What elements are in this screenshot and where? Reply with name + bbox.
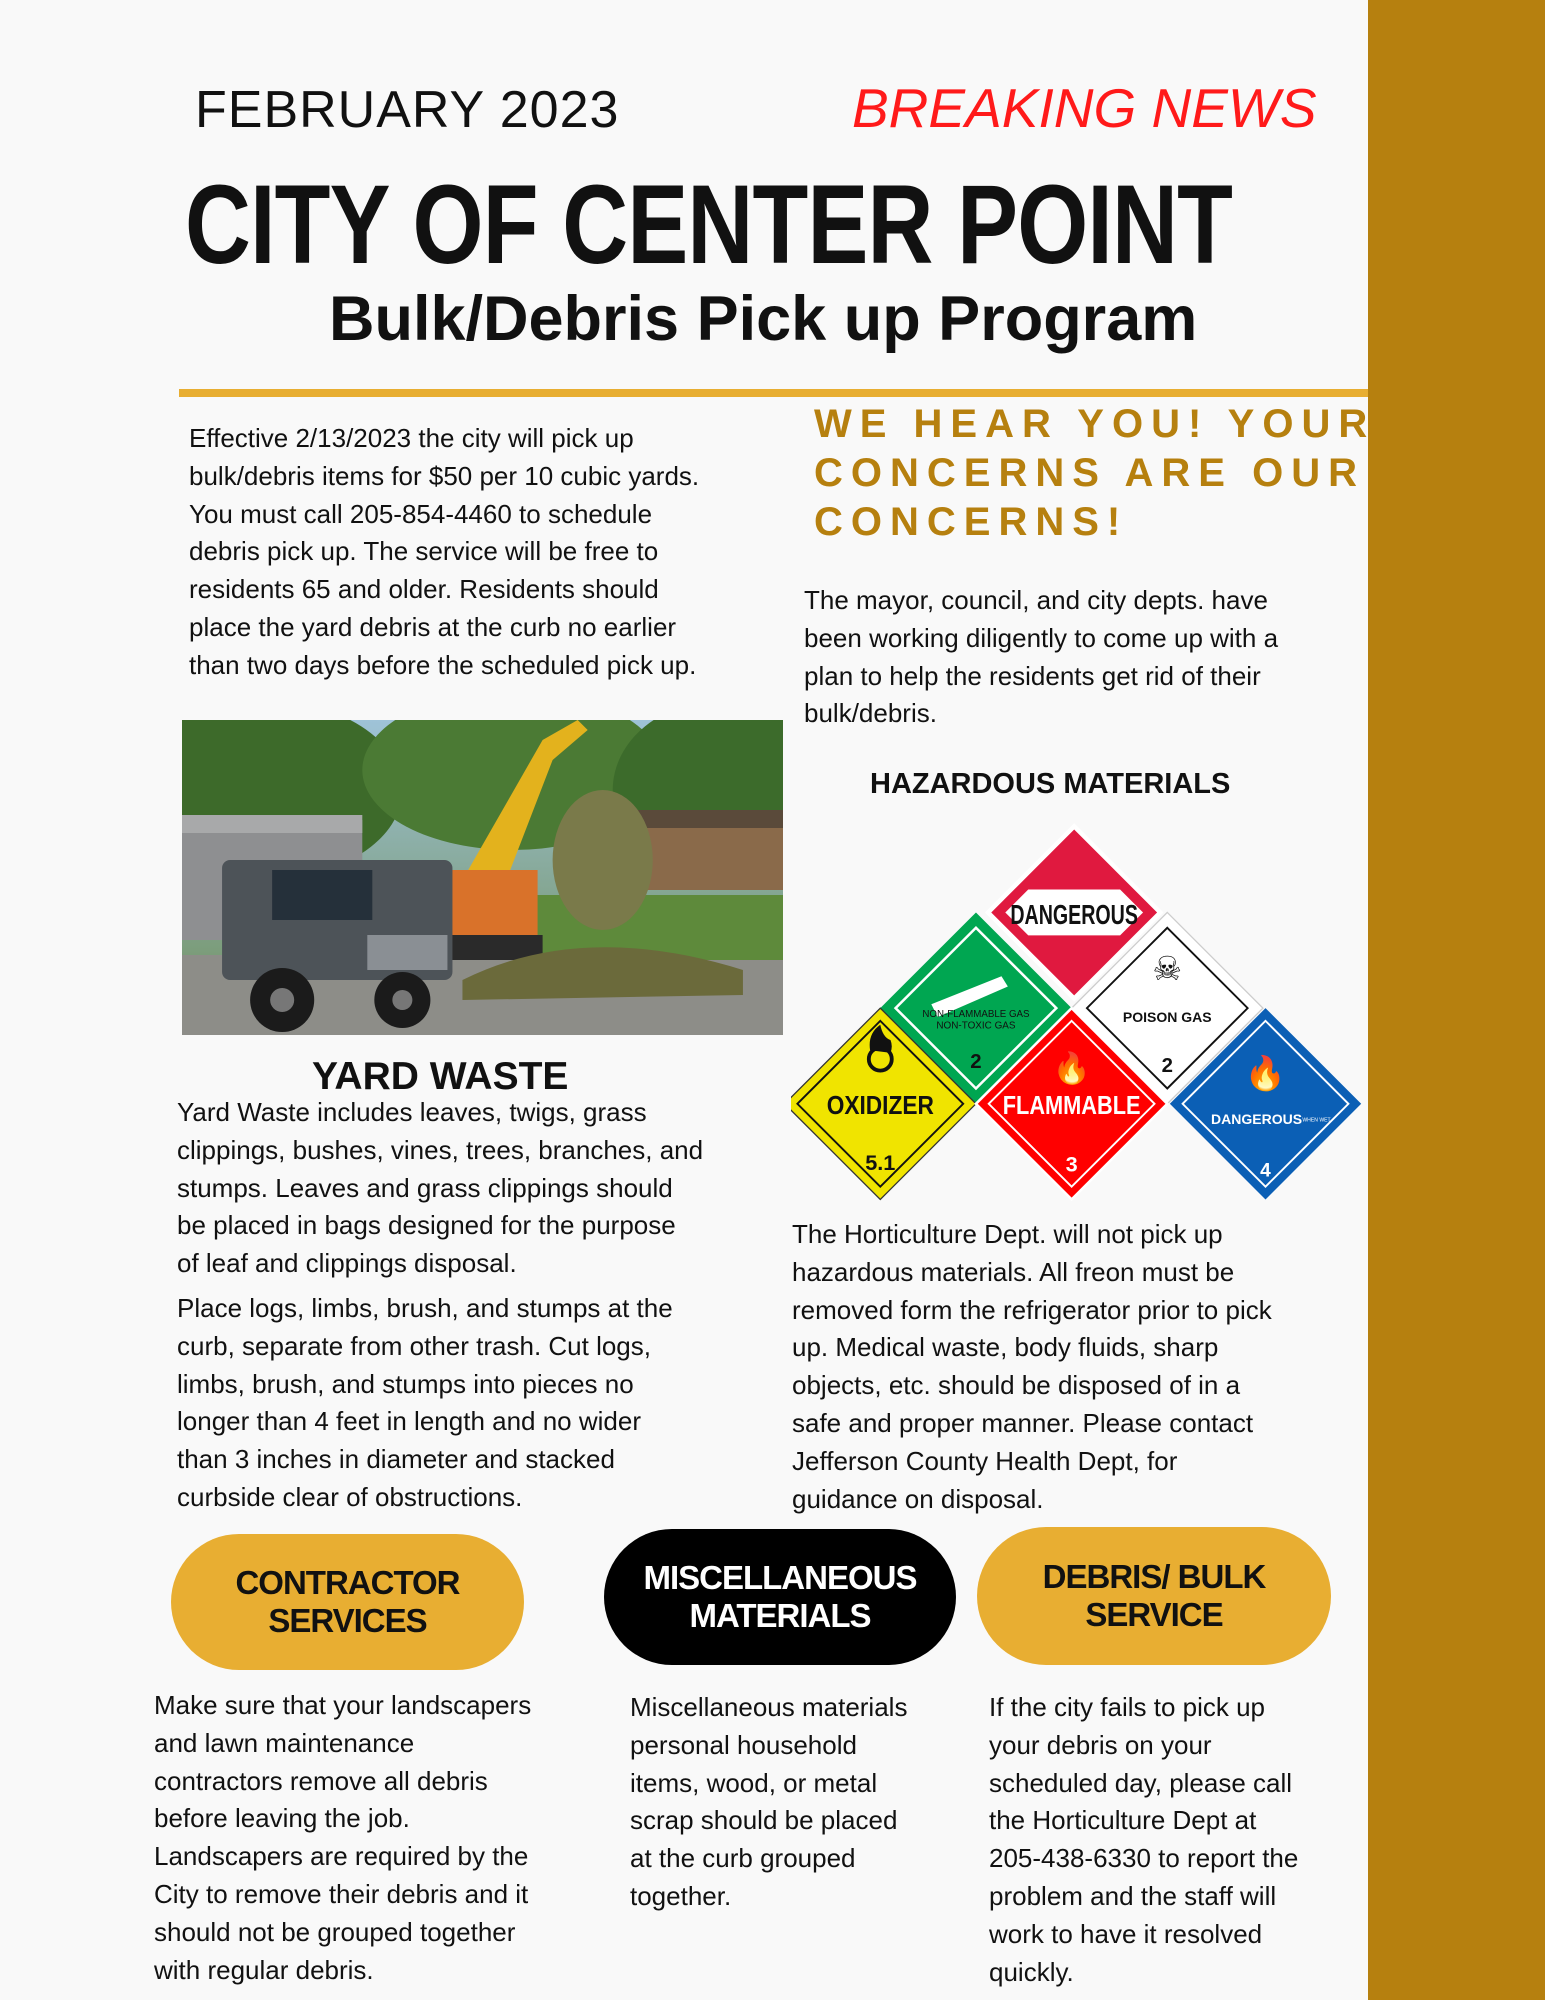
text-line: at the curb grouped: [630, 1843, 856, 1874]
issue-date: FEBRUARY 2023: [195, 81, 620, 139]
flame-icon: 🔥: [1244, 1053, 1287, 1093]
breaking-news-label: BREAKING NEWS: [852, 77, 1317, 139]
gold-side-bar: [1368, 0, 1545, 2000]
miscellaneous-materials-text: [630, 1689, 907, 1916]
text-line: DEBRIS/ BULK: [1042, 1558, 1266, 1595]
svg-text:DANGEROUS: DANGEROUS: [1211, 1111, 1303, 1128]
header-divider: [179, 389, 1368, 397]
text-line: residents 65 and older. Residents should: [189, 574, 659, 605]
text-line: Yard Waste includes leaves, twigs, grass: [177, 1097, 647, 1127]
text-line: personal household: [630, 1729, 857, 1760]
text-line: CONCERNS ARE OUR: [814, 451, 1365, 495]
text-line: The mayor, council, and city depts. have: [804, 585, 1268, 615]
text-line: place the yard debris at the curb no earlier: [189, 611, 677, 642]
text-line: 205-438-6330 to report the: [989, 1843, 1299, 1874]
svg-text:5.1: 5.1: [865, 1150, 896, 1176]
yard-waste-paragraph: [177, 1094, 703, 1283]
text-line: You must call 205-854-4460 to schedule: [189, 498, 653, 529]
text-line: removed form the refrigerator prior to pick: [792, 1294, 1272, 1325]
page-subtitle: Bulk/Debris Pick up Program: [329, 284, 1198, 354]
text-line: If the city fails to pick up: [989, 1692, 1266, 1722]
concerns-paragraph: [804, 582, 1278, 733]
debris-bulk-service-text: [989, 1689, 1298, 1991]
text-line: up. Medical waste, body fluids, sharp: [792, 1332, 1219, 1363]
text-line: SERVICES: [268, 1602, 427, 1639]
text-line: hazardous materials. All freon must be: [792, 1256, 1235, 1287]
text-line: quickly.: [989, 1956, 1074, 1987]
debris-bulk-service-badge: [977, 1527, 1331, 1665]
text-line: than 3 inches in diameter and stacked: [177, 1444, 615, 1475]
text-line: scrap should be placed: [630, 1805, 898, 1836]
text-line: items, wood, or metal: [630, 1767, 878, 1798]
text-line: Landscapers are required by the: [154, 1841, 529, 1872]
text-line: before leaving the job.: [154, 1803, 410, 1834]
text-line: scheduled day, please call: [989, 1767, 1293, 1798]
text-line: Effective 2/13/2023 the city will pick up: [189, 423, 634, 453]
concerns-heading: [814, 400, 1375, 547]
text-line: safe and proper manner. Please contact: [792, 1407, 1254, 1438]
flame-icon: 🔥: [1052, 1051, 1091, 1087]
svg-text:FLAMMABLE: FLAMMABLE: [1002, 1091, 1141, 1120]
contractor-services-text: [154, 1687, 531, 1989]
text-line: plan to help the residents get rid of their: [804, 660, 1261, 691]
text-line: Place logs, limbs, brush, and stumps at the: [177, 1293, 673, 1323]
text-line: CONCERNS!: [814, 500, 1129, 544]
text-line: debris pick up. The service will be free to: [189, 536, 659, 567]
text-line: curb, separate from other trash. Cut logs,: [177, 1330, 651, 1361]
intro-paragraph: [189, 420, 699, 685]
text-line: Jefferson County Health Dept, for: [792, 1445, 1178, 1476]
svg-text:3: 3: [1065, 1151, 1078, 1177]
text-line: contractors remove all debris: [154, 1765, 488, 1796]
svg-text:2: 2: [1161, 1054, 1173, 1077]
text-line: stumps. Leaves and grass clippings should: [177, 1172, 673, 1203]
svg-text:2: 2: [970, 1051, 982, 1074]
text-line: curbside clear of obstructions.: [177, 1481, 523, 1512]
contractor-services-badge: [171, 1534, 524, 1670]
text-line: guidance on disposal.: [792, 1483, 1044, 1514]
debris-truck-photo: [182, 720, 783, 1035]
text-line: objects, etc. should be disposed of in a: [792, 1370, 1241, 1401]
text-line: limbs, brush, and stumps into pieces no: [177, 1368, 634, 1399]
text-line: the Horticulture Dept at: [989, 1805, 1257, 1836]
text-line: of leaf and clippings disposal.: [177, 1248, 517, 1279]
text-line: City to remove their debris and it: [154, 1878, 529, 1909]
svg-text:OXIDIZER: OXIDIZER: [826, 1091, 934, 1120]
svg-text:WHEN WET: WHEN WET: [1302, 1117, 1331, 1124]
text-line: WE HEAR YOU! YOUR: [814, 402, 1376, 446]
skull-icon: ☠: [1152, 949, 1183, 989]
text-line: MATERIALS: [689, 1597, 871, 1634]
text-line: clippings, bushes, vines, trees, branches, and: [177, 1134, 704, 1165]
text-line: been working diligently to come up with a: [804, 622, 1279, 653]
miscellaneous-materials-badge: [604, 1529, 956, 1665]
text-line: Miscellaneous materials: [630, 1692, 908, 1722]
text-line: work to have it resolved: [989, 1918, 1263, 1949]
text-line: Make sure that your landscapers: [154, 1690, 532, 1720]
text-line: and lawn maintenance: [154, 1727, 415, 1758]
text-line: MISCELLANEOUS: [643, 1559, 917, 1596]
text-line: CONTRACTOR: [235, 1564, 460, 1601]
text-line: The Horticulture Dept. will not pick up: [792, 1219, 1223, 1249]
text-line: longer than 4 feet in length and no wider: [177, 1406, 642, 1437]
hazardous-paragraph: [792, 1216, 1272, 1518]
page-title: CITY OF CENTER POINT: [185, 162, 1233, 287]
hazardous-materials-title: HAZARDOUS MATERIALS: [870, 768, 1231, 800]
svg-text:4: 4: [1260, 1160, 1271, 1182]
hazard-placards-image: [791, 823, 1365, 1206]
yard-waste-title: YARD WASTE: [312, 1055, 569, 1098]
svg-text:POISON GAS: POISON GAS: [1122, 1009, 1212, 1026]
text-line: be placed in bags designed for the purpose: [177, 1210, 676, 1241]
text-line: SERVICE: [1085, 1596, 1223, 1633]
text-line: problem and the staff will: [989, 1880, 1277, 1911]
text-line: with regular debris.: [154, 1954, 374, 1985]
svg-text:NON-TOXIC GAS: NON-TOXIC GAS: [936, 1020, 1016, 1032]
svg-text:DANGEROUS: DANGEROUS: [1010, 898, 1138, 930]
svg-text:NON-FLAMMABLE GAS: NON-FLAMMABLE GAS: [922, 1009, 1030, 1021]
text-line: bulk/debris items for $50 per 10 cubic yards.: [189, 460, 700, 491]
text-line: than two days before the scheduled pick up.: [189, 649, 697, 680]
text-line: bulk/debris.: [804, 698, 937, 729]
text-line: together.: [630, 1880, 732, 1911]
text-line: should not be grouped together: [154, 1916, 516, 1947]
yard-waste-logs-paragraph: [177, 1290, 673, 1517]
text-line: your debris on your: [989, 1729, 1212, 1760]
